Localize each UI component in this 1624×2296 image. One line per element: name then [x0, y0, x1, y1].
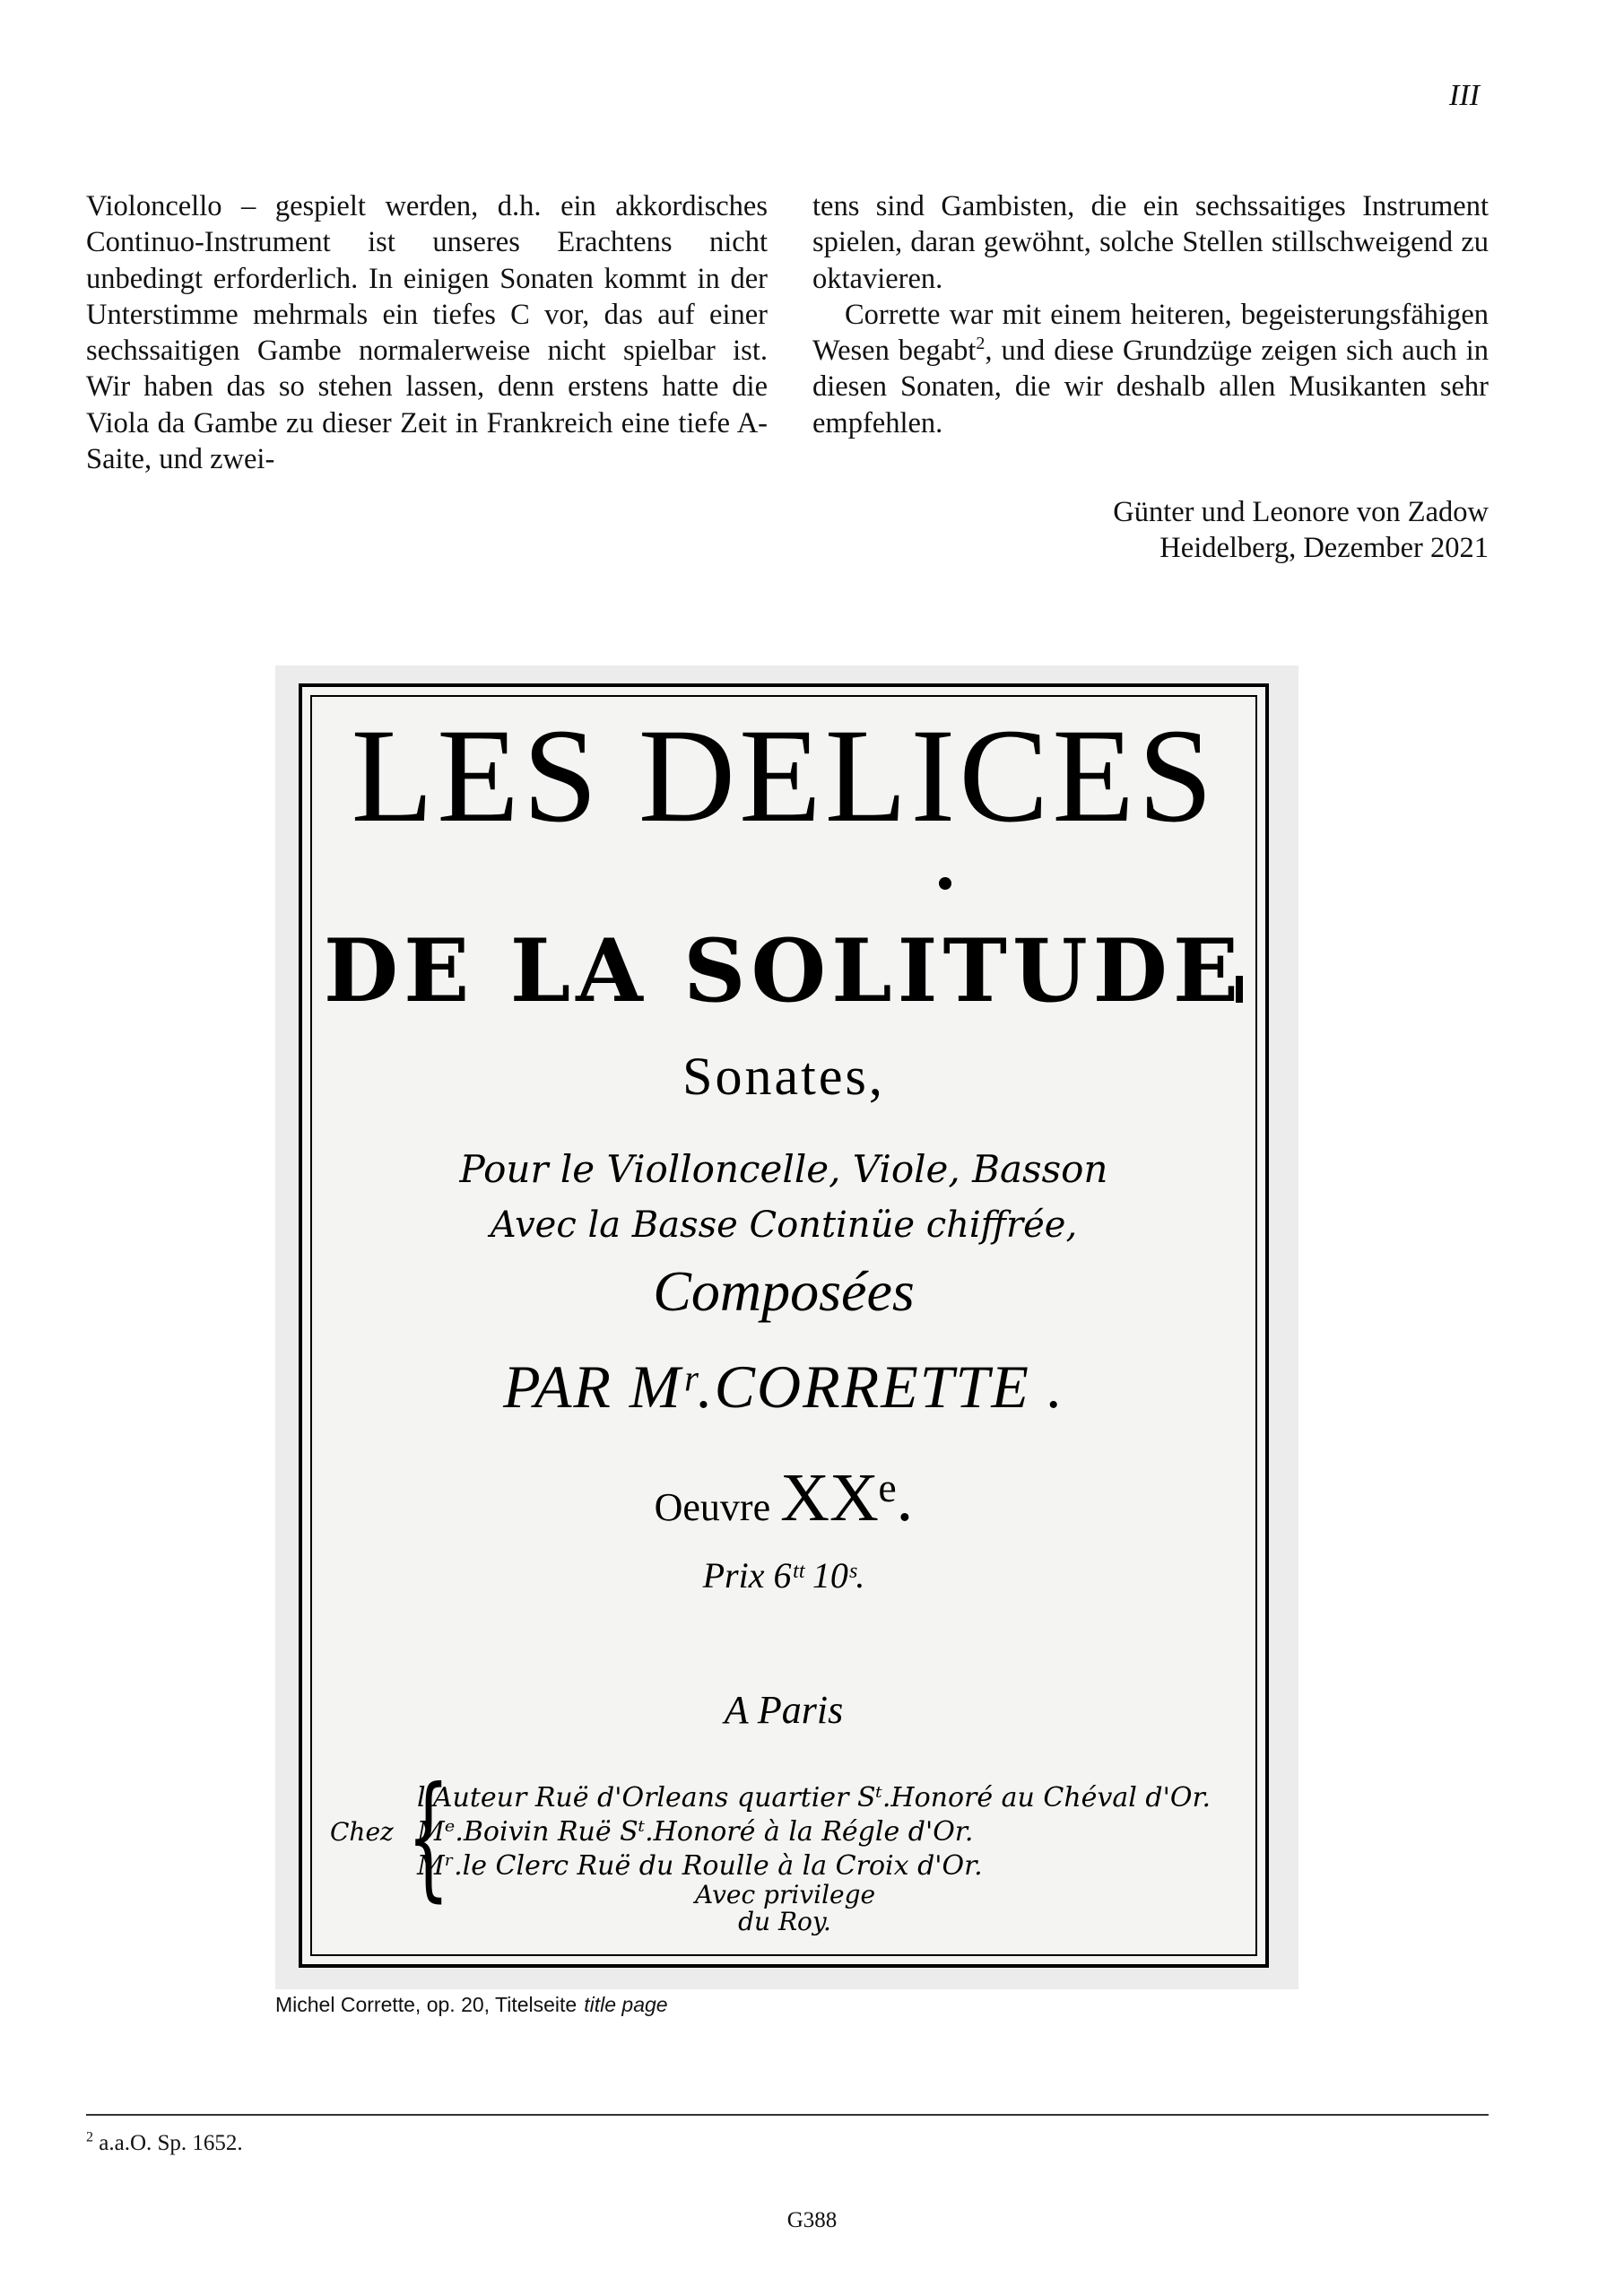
title-page-sonates: Sonates, [682, 1047, 885, 1106]
title-page-privilege-2: du Roy. [738, 1907, 831, 1936]
text-column-left [86, 188, 768, 477]
figure-caption [275, 1993, 668, 2017]
opus-number: XXᵉ. [780, 1460, 914, 1535]
title-page-price: Prix 6ᵗᵗ 10ˢ. [702, 1555, 865, 1596]
footnote-divider [86, 2114, 1489, 2116]
footnote-reference[interactable]: 2 [976, 334, 986, 354]
footnote-text: a.a.O. Sp. 1652. [99, 2131, 243, 2155]
title-page-subtitle: DE LA SOLITUDE [323, 920, 1245, 1022]
paragraph-right-1: tens sind Gambisten, die ein sechssaitiges Instrument spielen, daran gewöhnt, solche Stellen stillschweigend zu oktavieren. [812, 190, 1489, 295]
paragraph-right-2 [812, 297, 1489, 441]
title-page-title: LES DELICES [351, 701, 1217, 850]
title-page-inner-frame [310, 695, 1257, 1956]
title-page-address-1: l'Auteur Ruë d'Orleans quartier Sᵗ.Honoré au Chéval d'Or. [417, 1782, 1211, 1813]
paragraph-right-2-start: Corrette war mit einem heiteren, begeisterungsfähigen Wesen begabt [812, 298, 1489, 368]
caption-text: Michel Corrette, op. 20, Titelseite [275, 1993, 578, 2016]
paragraph-right-2-end: , und diese Grundzüge zeigen sich auch in diesen Sonaten, die wir deshalb allen Musikanten sehr empfehlen. [812, 335, 1489, 439]
page-number: III [1449, 79, 1480, 112]
text-column-right [812, 188, 1489, 441]
title-page-composer: PAR Mʳ.CORRETTE . [503, 1352, 1064, 1421]
title-page-instruments: Pour le Violloncelle, Viole, Basson [459, 1147, 1108, 1191]
signature-place-date: Heidelberg, Dezember 2021 [1159, 532, 1489, 565]
title-page-address-3: Mʳ.le Clerc Ruë du Roulle à la Croix d'Or. [417, 1850, 983, 1882]
signature-names: Günter und Leonore von Zadow [1113, 496, 1489, 528]
title-page-privilege-1: Avec privilege [695, 1880, 876, 1909]
title-page-city: A Paris [724, 1688, 844, 1732]
signature-block [897, 494, 1489, 567]
title-page-opus [299, 1460, 1269, 1535]
opus-label: Oeuvre [654, 1485, 771, 1529]
title-page-address-2: Mᵉ.Boivin Ruë Sᵗ.Honoré à la Régle d'Or. [417, 1816, 974, 1848]
footnote-marker: 2 [86, 2129, 93, 2145]
title-page-chez: Chez [330, 1817, 394, 1847]
footer-code: G388 [786, 2208, 838, 2232]
caption-text-english: title page [584, 1993, 668, 2016]
paragraph-left: Violoncello – gespielt werden, d.h. ein akkordisches Continuo-Instrument ist unseres Erachtens nicht unbedingt erforderlich. In einigen Sonaten kommt in der Unterstimme mehrmals ein tiefes C vor, das auf einer sechssaitigen Gambe normalerweise nicht spielbar ist. Wir haben das so stehen lassen, denn erstens hatte die Viola da Gambe zu dieser Zeit in Frankreich eine tiefe A-Saite, und zwei- [86, 190, 768, 476]
title-page-continuo: Avec la Basse Continüe chiffrée, [490, 1205, 1078, 1246]
footnote [86, 2129, 243, 2158]
brace-icon: { [406, 1759, 450, 1915]
title-page-composees: Composées [653, 1259, 915, 1323]
